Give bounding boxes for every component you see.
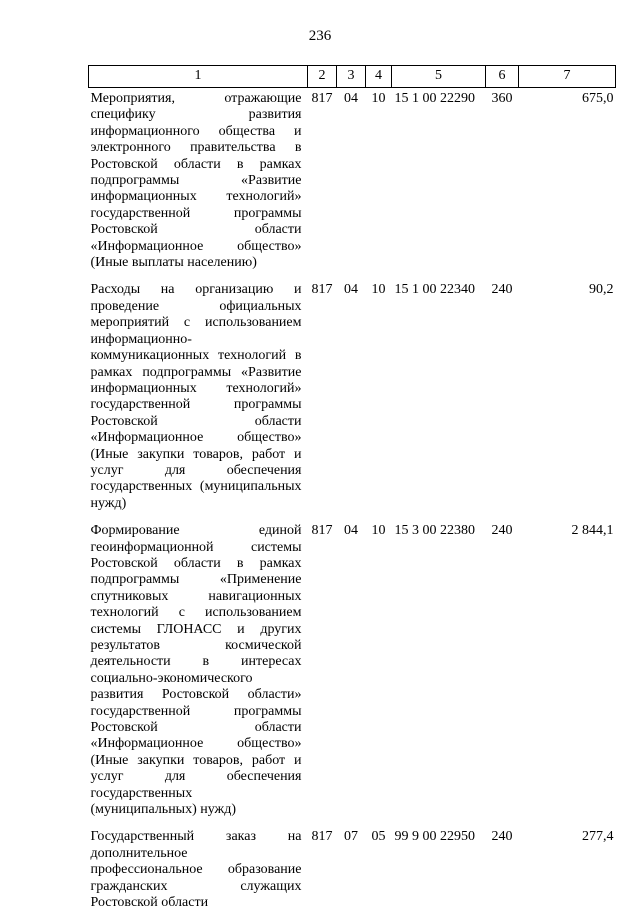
budget-table	[88, 65, 616, 920]
row-target-code: 15 1 00 22290	[394, 91, 475, 106]
row-amount: 2 844,1	[571, 523, 614, 539]
row-expense-type: 240	[491, 829, 513, 845]
row-name: Мероприятия, отражающие специфику развития информационного общества и электронного правительства в Ростовской области в рамках подпрограммы «Развитие информационных технологий» государственной программы Ростовской области «Информационное общество» (Иные выплаты населению)	[90, 91, 302, 271]
table-row	[89, 520, 616, 826]
row-amount: 675,0	[582, 91, 614, 106]
row-expense-type: 360	[491, 91, 513, 106]
row-section-code: 07	[344, 829, 358, 845]
row-ministry-code: 817	[311, 282, 333, 298]
page-number: 236	[308, 28, 332, 44]
row-subsection-code: 10	[371, 523, 386, 539]
header-col-4: 4	[366, 66, 392, 88]
table-row	[89, 88, 616, 280]
row-section-code: 04	[344, 523, 358, 539]
header-col-1: 1	[89, 66, 308, 88]
row-expense-type: 240	[491, 523, 513, 539]
header-col-7: 7	[519, 66, 616, 88]
row-ministry-code: 817	[311, 829, 333, 845]
table-row	[89, 826, 616, 919]
row-section-code: 04	[344, 91, 358, 106]
row-ministry-code: 817	[311, 523, 333, 539]
row-expense-type: 240	[491, 282, 513, 298]
header-row	[89, 66, 616, 88]
row-subsection-code: 10	[371, 91, 386, 106]
table-row	[89, 279, 616, 520]
row-name: Формирование единой геоинформационной системы Ростовской области в рамках подпрограммы «Применение спутниковых навигационных технологий с использованием системы ГЛОНАСС и других результатов космической деятельности в интересах социально-экономического развития Ростовской области» государственной программы Ростовской области «Информационное общество» (Иные закупки товаров, работ и услуг для обеспечения государственных (муниципальных) нужд)	[90, 523, 302, 818]
header-col-2: 2	[308, 66, 337, 88]
row-section-code: 04	[344, 282, 358, 298]
row-subsection-code: 05	[371, 829, 386, 845]
header-col-3: 3	[337, 66, 366, 88]
row-target-code: 15 1 00 22340	[394, 282, 475, 298]
header-col-6: 6	[486, 66, 519, 88]
row-ministry-code: 817	[311, 91, 333, 106]
header-col-5: 5	[392, 66, 486, 88]
row-amount: 90,2	[589, 282, 614, 298]
row-name: Государственный заказ на дополнительное профессиональное образование гражданских служащих Ростовской области	[90, 829, 302, 911]
row-name: Расходы на организацию и проведение официальных мероприятий с использованием информационно-коммуникационных технологий в рамках подпрограммы «Развитие информационных технологий» государственной программы Ростовской области «Информационное общество» (Иные закупки товаров, работ и услуг для обеспечения государственных (муниципальных нужд)	[90, 282, 302, 511]
row-amount: 277,4	[582, 829, 614, 845]
row-subsection-code: 10	[371, 282, 386, 298]
row-target-code: 99 9 00 22950	[394, 829, 475, 845]
row-target-code: 15 3 00 22380	[394, 523, 475, 539]
